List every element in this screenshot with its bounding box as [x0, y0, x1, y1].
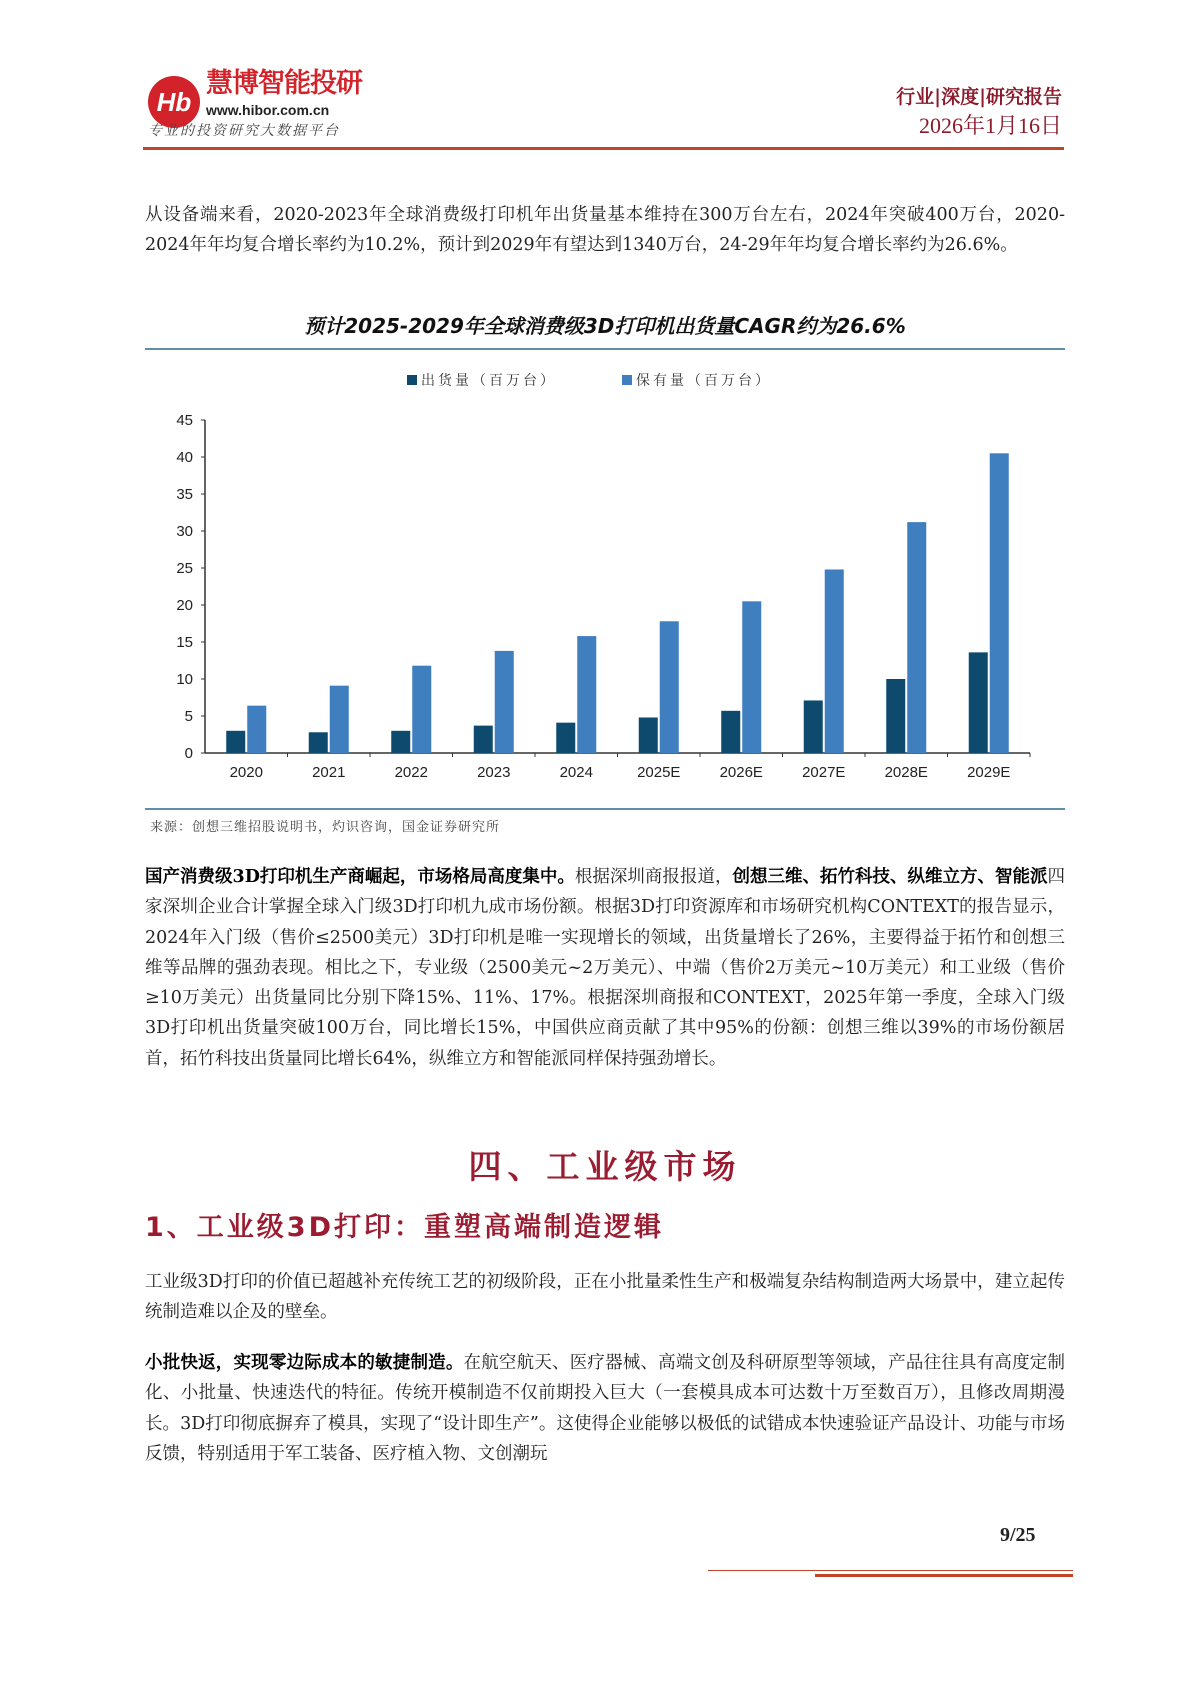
- legend-label: 保有量（百万台）: [636, 373, 772, 389]
- y-tick-label: 20: [176, 597, 193, 614]
- text: 在航空航天、医疗器械、高端文创及科研原型等领域，产品往往具有高度定制化、小批量、快速迭代的特征。传统开模制造不仅前期投入巨大（一套模具成本可达数十万至数百万），且修改周期漫长。3D打印彻底摒弃了模具，实现了“设计即生产”。这使得企业能够以极低的试错成本快速验证产品设计、功能与市场反馈，特别适用于军工装备、医疗植入物、文创潮玩: [145, 1353, 1065, 1464]
- chart-title: 预计2025-2029年全球消费级3D打印机出货量CAGR约为26.6%: [304, 314, 906, 338]
- chart-top-rule: [145, 348, 1065, 350]
- logo-name: 慧博智能投研: [206, 68, 362, 99]
- legend-swatch: [407, 375, 417, 385]
- chart-bottom-rule: [145, 808, 1065, 810]
- y-tick-label: 15: [176, 634, 193, 651]
- page-number: 9/25: [1000, 1524, 1036, 1546]
- paragraph-agile-manufacturing: [145, 1348, 1065, 1469]
- y-tick-label: 30: [176, 523, 193, 540]
- section-title: 四、工业级市场: [468, 1147, 742, 1186]
- text: 根据深圳商报报道，: [574, 867, 733, 887]
- bar-shipments-2026E: [721, 711, 740, 753]
- footer-line: [708, 1570, 1073, 1571]
- x-tick-label: 2026E: [719, 764, 763, 781]
- x-tick-label: 2025E: [637, 764, 681, 781]
- bar-installed-2022: [412, 666, 431, 753]
- bar-installed-2029E: [990, 453, 1009, 753]
- x-tick-label: 2022: [394, 764, 428, 781]
- header-divider: [143, 147, 1064, 150]
- x-tick-label: 2027E: [802, 764, 846, 781]
- y-tick-label: 25: [176, 560, 193, 577]
- y-tick-label: 35: [176, 486, 193, 503]
- bar-installed-2026E: [742, 601, 761, 753]
- logo-mark: Hb: [148, 76, 200, 128]
- bar-shipments-2023: [474, 726, 493, 753]
- bar-installed-2028E: [907, 522, 926, 753]
- footer-line-thick: [815, 1574, 1073, 1577]
- text: 四家深圳企业合计掌握全球入门级3D打印机九成市场份额。根据3D打印资源库和市场研究机构CONTEXT的报告显示，2024年入门级（售价≤2500美元）3D打印机是唯一实现增长的领域，出货量增长了26%，主要得益于拓竹和创想三维等品牌的强劲表现。相比之下，专业级（2500美元~2万美元）、中端（售价2万美元~10万美元）和工业级（售价≥10万美元）出货量同比分别下降15%、11%、17%。根据深圳商报和CONTEXT，2025年第一季度，全球入门级3D打印机出货量突破100万台，同比增长15%，中国供应商贡献了其中95%的份额：创想三维以39%的市场份额居首，拓竹科技出货量同比增长64%，纵维立方和智能派同样保持强劲增长。: [145, 867, 1066, 1069]
- bar-shipments-2024: [556, 723, 575, 753]
- bar-shipments-2022: [391, 731, 410, 753]
- y-tick-label: 40: [176, 449, 193, 466]
- x-tick-label: 2023: [477, 764, 511, 781]
- bar-installed-2021: [330, 686, 349, 753]
- legend-label: 出货量（百万台）: [421, 373, 557, 389]
- paragraph-industrial-intro: 工业级3D打印的价值已超越补充传统工艺的初级阶段，正在小批量柔性生产和极端复杂结构制造两大场景中，建立起传统制造难以企及的壁垒。: [145, 1272, 1065, 1323]
- report-date: 2026年1月16日: [918, 113, 1062, 138]
- bold-lead: 国产消费级3D打印机生产商崛起，市场格局高度集中。: [145, 867, 575, 887]
- y-tick-label: 45: [176, 412, 193, 429]
- bar-installed-2025E: [660, 621, 679, 753]
- bar-installed-2020: [247, 706, 266, 753]
- x-tick-label: 2021: [312, 764, 346, 781]
- bar-shipments-2021: [309, 732, 328, 753]
- bar-shipments-2025E: [639, 717, 658, 753]
- bar-installed-2024: [577, 636, 596, 753]
- logo-url: www.hibor.com.cn: [206, 102, 330, 118]
- y-tick-label: 10: [176, 671, 193, 688]
- bar-chart: [145, 355, 1065, 800]
- bar-shipments-2027E: [804, 700, 823, 753]
- subsection-title: 1、工业级3D打印：重塑高端制造逻辑: [145, 1212, 664, 1243]
- paragraph-device-shipments: 从设备端来看，2020-2023年全球消费级打印机年出货量基本维持在300万台左右，2024年突破400万台，2020-2024年年均复合增长率约为10.2%，预计到2029年有望达到1340万台，24-29年年均复合增长率约为26.6%。: [145, 205, 1065, 256]
- y-tick-label: 0: [184, 745, 193, 762]
- bar-shipments-2020: [226, 731, 245, 753]
- report-type: 行业|深度|研究报告: [896, 86, 1062, 108]
- bar-installed-2027E: [825, 569, 844, 753]
- x-tick-label: 2020: [229, 764, 263, 781]
- x-tick-label: 2028E: [884, 764, 928, 781]
- x-tick-label: 2029E: [967, 764, 1011, 781]
- bold-companies: 创想三维、拓竹科技、纵维立方、智能派: [732, 867, 1048, 887]
- legend-swatch: [622, 375, 632, 385]
- y-tick-label: 5: [184, 708, 193, 725]
- bar-installed-2023: [495, 651, 514, 753]
- x-tick-label: 2024: [559, 764, 593, 781]
- bar-shipments-2028E: [886, 679, 905, 753]
- bold-lead: 小批快返，实现零边际成本的敏捷制造。: [145, 1353, 464, 1373]
- paragraph-domestic-makers: [145, 862, 1065, 1074]
- chart-source: 来源：创想三维招股说明书，灼识咨询，国金证券研究所: [150, 820, 501, 835]
- bar-shipments-2029E: [969, 652, 988, 753]
- logo-slogan: 专业的投资研究大数据平台: [148, 123, 340, 139]
